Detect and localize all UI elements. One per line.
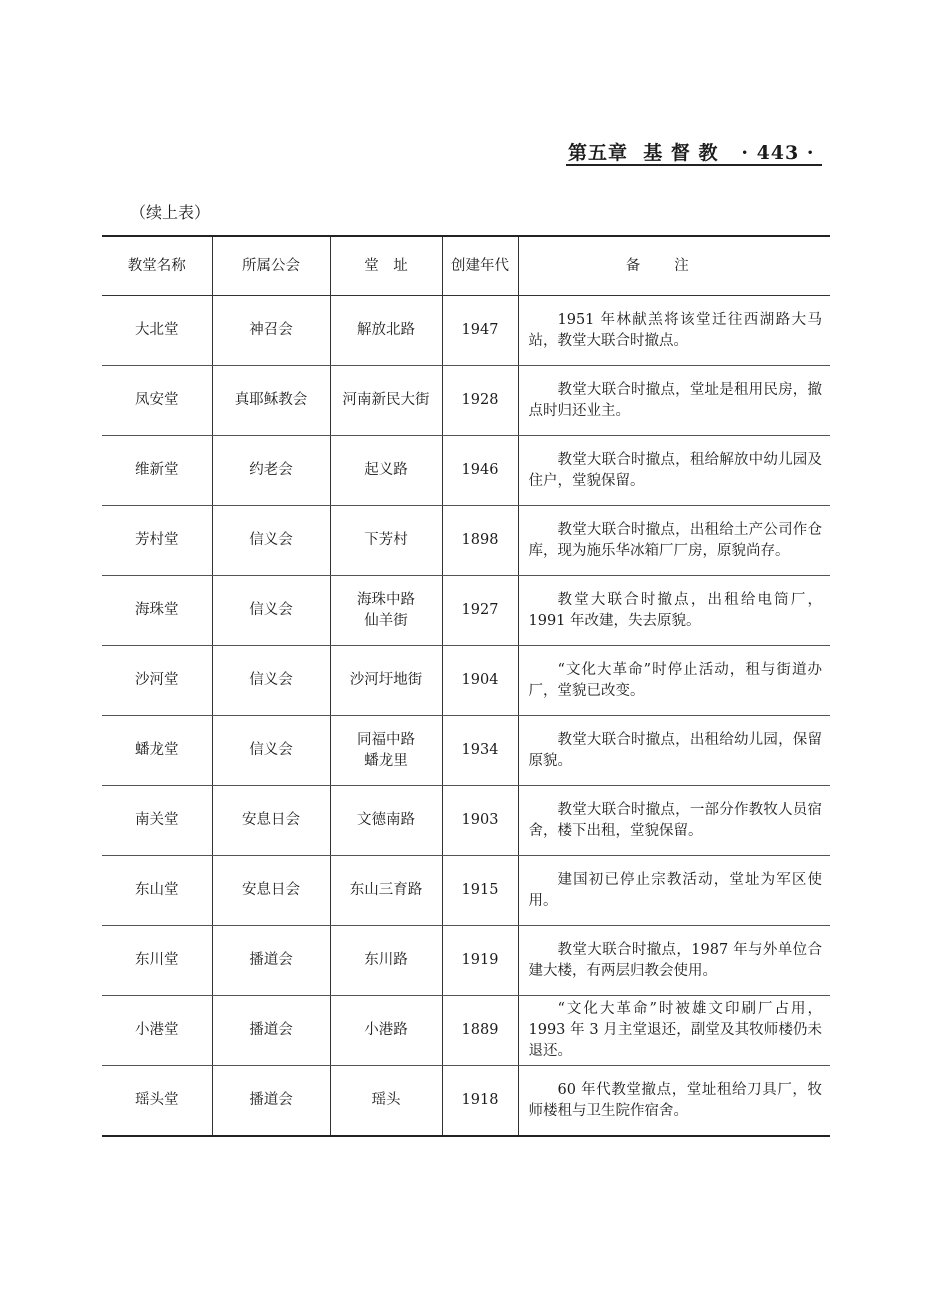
remarks-cell: 教堂大联合时撤点，1987 年与外单位合建大楼，有两层归教会使用。 xyxy=(518,926,830,996)
denomination-cell: 播道会 xyxy=(212,996,330,1066)
table-body xyxy=(102,296,830,1137)
address-cell xyxy=(330,296,442,366)
address-line: 同福中路 xyxy=(357,731,415,748)
running-header xyxy=(568,138,824,165)
denomination-cell: 安息日会 xyxy=(212,786,330,856)
year-cell: 1889 xyxy=(442,996,518,1066)
address-cell xyxy=(330,856,442,926)
church-name-cell: 凤安堂 xyxy=(102,366,212,436)
year-cell: 1915 xyxy=(442,856,518,926)
col-header-remarks: 备注 xyxy=(518,236,830,296)
address-line: 起义路 xyxy=(364,462,408,478)
continuation-note: （续上表） xyxy=(130,203,211,222)
remarks-cell: “文化大革命”时被雄文印刷厂占用，1993 年 3 月主堂退还，副堂及其牧师楼仍未退还。 xyxy=(518,996,830,1066)
year-cell: 1927 xyxy=(442,576,518,646)
denomination-cell: 播道会 xyxy=(212,1066,330,1137)
table-row xyxy=(102,366,830,436)
year-cell: 1947 xyxy=(442,296,518,366)
address-line: 海珠中路 xyxy=(357,591,415,608)
address-cell xyxy=(330,996,442,1066)
remarks-cell: 教堂大联合时撤点，出租给土产公司作仓库，现为施乐华冰箱厂厂房，原貌尚存。 xyxy=(518,506,830,576)
address-line: 仙羊街 xyxy=(364,612,408,629)
address-cell xyxy=(330,576,442,646)
address-cell xyxy=(330,716,442,786)
col-header-denomination: 所属公会 xyxy=(212,236,330,296)
address-line: 小港路 xyxy=(364,1022,408,1038)
address-line: 沙河圩地街 xyxy=(349,672,423,688)
address-line: 河南新民大街 xyxy=(342,392,430,408)
church-name-cell: 东山堂 xyxy=(102,856,212,926)
address-cell xyxy=(330,646,442,716)
church-name-cell: 大北堂 xyxy=(102,296,212,366)
remarks-cell: 教堂大联合时撤点，租给解放中幼儿园及住户，堂貌保留。 xyxy=(518,436,830,506)
church-name-cell: 芳村堂 xyxy=(102,506,212,576)
year-cell: 1934 xyxy=(442,716,518,786)
remarks-cell: 建国初已停止宗教活动，堂址为军区使用。 xyxy=(518,856,830,926)
address-line: 东山三育路 xyxy=(349,882,423,898)
church-name-cell: 维新堂 xyxy=(102,436,212,506)
year-cell: 1898 xyxy=(442,506,518,576)
church-name-cell: 小港堂 xyxy=(102,996,212,1066)
church-name-cell: 南关堂 xyxy=(102,786,212,856)
table-header-row xyxy=(102,236,830,296)
table-row xyxy=(102,1066,830,1137)
church-name-cell: 沙河堂 xyxy=(102,646,212,716)
address-cell xyxy=(330,366,442,436)
denomination-cell: 安息日会 xyxy=(212,856,330,926)
address-cell xyxy=(330,1066,442,1137)
page-number: · 443 · xyxy=(741,142,815,164)
address-line: 下芳村 xyxy=(364,532,408,548)
table-row xyxy=(102,576,830,646)
remarks-cell: 教堂大联合时撤点，出租给电筒厂，1991 年改建，失去原貌。 xyxy=(518,576,830,646)
table-row xyxy=(102,786,830,856)
year-cell: 1946 xyxy=(442,436,518,506)
table-row xyxy=(102,646,830,716)
table-row xyxy=(102,716,830,786)
header-rule xyxy=(566,164,822,166)
address-cell xyxy=(330,786,442,856)
year-cell: 1903 xyxy=(442,786,518,856)
denomination-cell: 信义会 xyxy=(212,576,330,646)
col-header-year: 创建年代 xyxy=(442,236,518,296)
year-cell: 1919 xyxy=(442,926,518,996)
denomination-cell: 信义会 xyxy=(212,506,330,576)
denomination-cell: 神召会 xyxy=(212,296,330,366)
church-name-cell: 海珠堂 xyxy=(102,576,212,646)
address-cell xyxy=(330,436,442,506)
table-row xyxy=(102,296,830,366)
church-name-cell: 蟠龙堂 xyxy=(102,716,212,786)
chapter-label: 第五章 xyxy=(568,142,629,164)
denomination-cell: 播道会 xyxy=(212,926,330,996)
church-name-cell: 瑶头堂 xyxy=(102,1066,212,1137)
address-line: 蟠龙里 xyxy=(364,752,408,769)
address-cell xyxy=(330,926,442,996)
remarks-cell: 1951 年林献羔将该堂迁往西湖路大马站，教堂大联合时撤点。 xyxy=(518,296,830,366)
table-row xyxy=(102,506,830,576)
denomination-cell: 信义会 xyxy=(212,716,330,786)
remarks-cell: 教堂大联合时撤点，堂址是租用民房，撤点时归还业主。 xyxy=(518,366,830,436)
address-line: 解放北路 xyxy=(357,322,415,338)
denomination-cell: 真耶稣教会 xyxy=(212,366,330,436)
chapter-title: 基 督 教 xyxy=(643,142,719,164)
remarks-cell: “文化大革命”时停止活动，租与街道办厂，堂貌已改变。 xyxy=(518,646,830,716)
address-line: 瑶头 xyxy=(371,1092,401,1108)
address-cell xyxy=(330,506,442,576)
denomination-cell: 信义会 xyxy=(212,646,330,716)
denomination-cell: 约老会 xyxy=(212,436,330,506)
table-row xyxy=(102,996,830,1066)
year-cell: 1918 xyxy=(442,1066,518,1137)
col-header-name: 教堂名称 xyxy=(102,236,212,296)
table-row xyxy=(102,926,830,996)
address-line: 文德南路 xyxy=(357,812,415,828)
table-row xyxy=(102,436,830,506)
address-line: 东川路 xyxy=(364,952,408,968)
col-header-address: 堂 址 xyxy=(330,236,442,296)
church-table xyxy=(102,235,830,1137)
remarks-cell: 教堂大联合时撤点，一部分作教牧人员宿舍，楼下出租，堂貌保留。 xyxy=(518,786,830,856)
remarks-cell: 60 年代教堂撤点，堂址租给刀具厂，牧师楼租与卫生院作宿舍。 xyxy=(518,1066,830,1137)
church-name-cell: 东川堂 xyxy=(102,926,212,996)
year-cell: 1904 xyxy=(442,646,518,716)
remarks-cell: 教堂大联合时撤点，出租给幼儿园，保留原貌。 xyxy=(518,716,830,786)
table-row xyxy=(102,856,830,926)
year-cell: 1928 xyxy=(442,366,518,436)
